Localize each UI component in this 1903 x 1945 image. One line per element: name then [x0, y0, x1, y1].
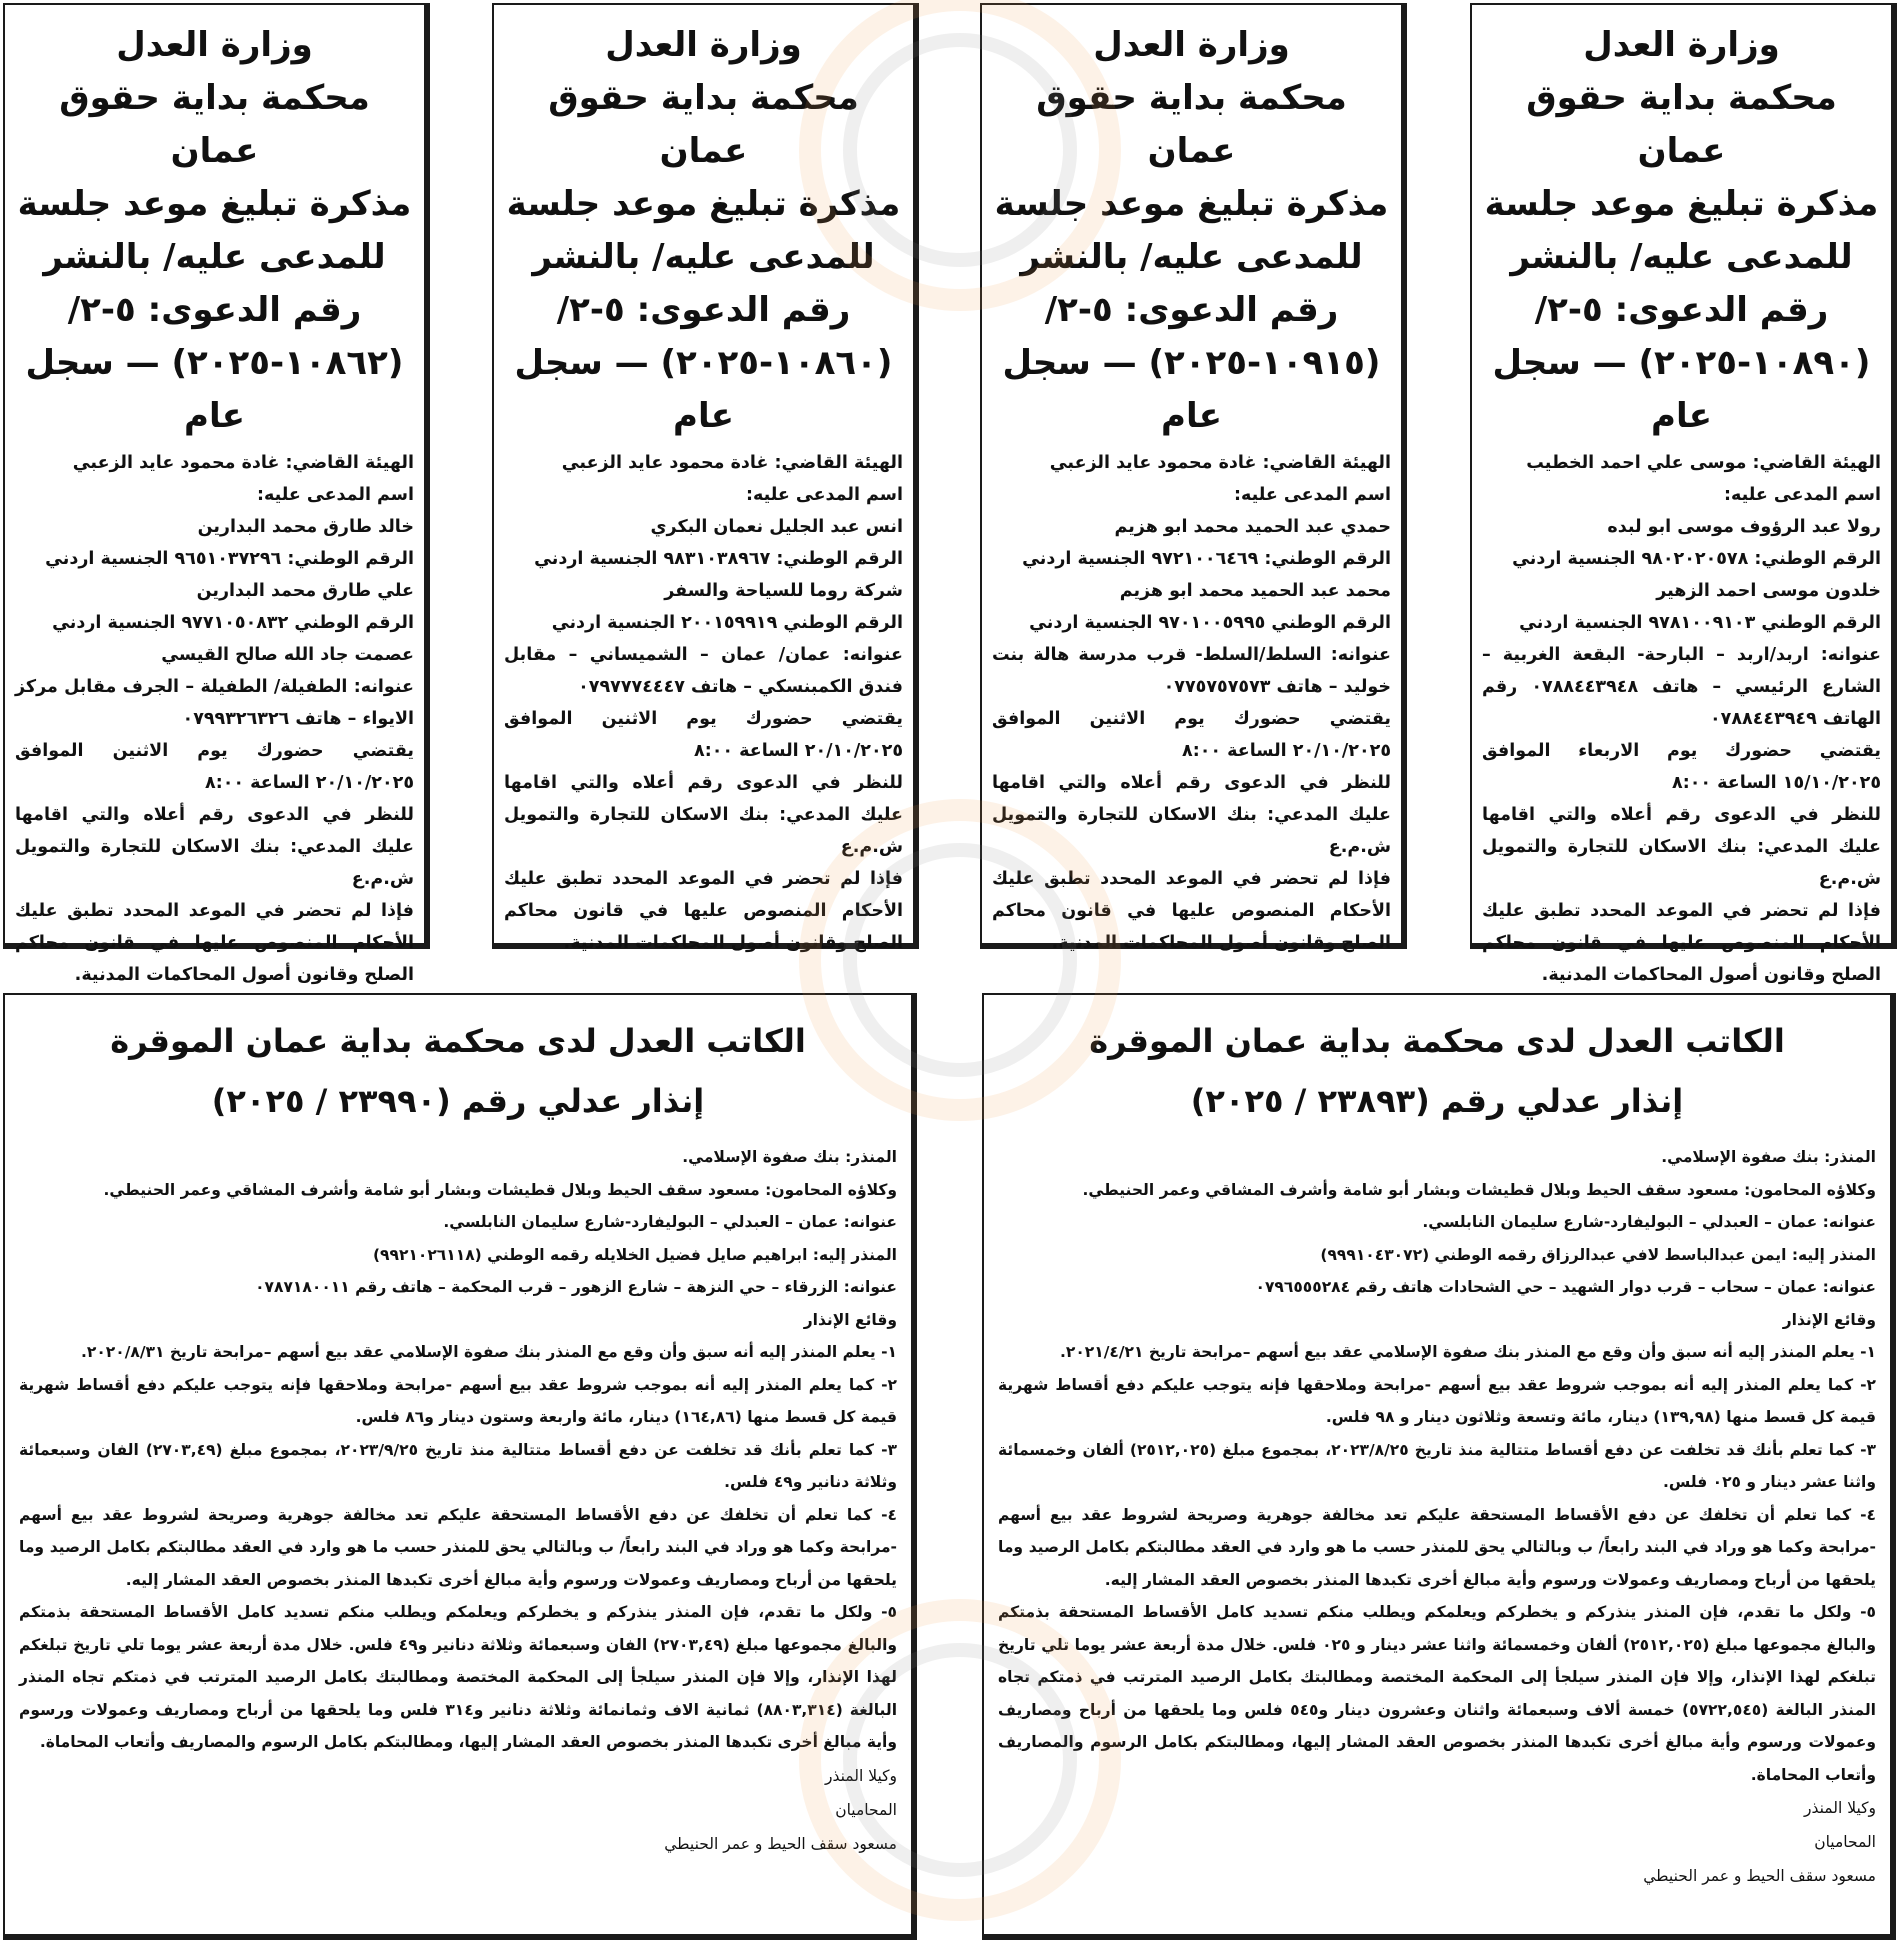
heading-line: محكمة بداية حقوق عمان — [548, 78, 859, 171]
notice-paragraph: عنوانه: عمان – العبدلي – البوليفارد-شارع سليمان النابلسي. — [1422, 1213, 1876, 1231]
heading-line: محكمة بداية حقوق عمان — [1526, 78, 1837, 171]
notice-line: فإذا لم تحضر في الموعد المحدد تطبق عليك الأحكام المنصوص عليها في قانون محاكم الصلح وقانون أصول المحاكمات المدنية. — [1482, 901, 1881, 985]
notice-paragraph: ٤- كما تعلم أن تخلفك عن دفع الأقساط المستحقة عليكم تعد مخالفة جوهرية وصريحة لشروط عقد بيع أسهم -مرابحة وكما هو وراد في البند رابعاً/ ب وبالتالي يحق للمنذر حسب ما هو وارد في العقد مطالبتكم بكامل الرصيد وما يلحقها من أرباح ومصاريف وعمولات ورسوم وأية مبالغ أخرى تكبدها المنذر بخصوص العقد المشار إليه. — [19, 1505, 897, 1589]
notice-line: انس عبد الجليل نعمان البكري — [650, 517, 903, 537]
notice-line: حمدي عبد الحميد محمد ابو هزيم — [1114, 517, 1391, 537]
notice-paragraph: ٤- كما تعلم أن تخلفك عن دفع الأقساط المستحقة عليكم تعد مخالفة جوهرية وصريحة لشروط عقد بيع أسهم -مرابحة وكما هو وراد في البند رابعاً/ ب وبالتالي يحق للمنذر حسب ما هو وارد في العقد مطالبتكم بكامل الرصيد وما يلحقها من أرباح ومصاريف وعمولات ورسوم وأية مبالغ أخرى تكبدها المنذر بخصوص العقد المشار إليه. — [998, 1505, 1876, 1589]
signature-block — [19, 1759, 897, 1861]
notice-line: الرقم الوطني: ٩٨٠٢٠٢٠٥٧٨ الجنسية اردني — [1512, 549, 1881, 569]
notice-line: خالد طارق محمد البدارين — [197, 517, 414, 537]
notice-line: يقتضي حضورك يوم الاثنين الموافق ٢٠/١٠/٢٠٢٥ الساعة ٨:٠٠ — [504, 709, 903, 761]
heading-line: (١٠٨٦٢-٢٠٢٥) — سجل — [25, 343, 404, 383]
signature-line: المحاميان — [835, 1800, 897, 1819]
notice-paragraph: ٢- كما يعلم المنذر إليه أنه بموجب شروط عقد بيع أسهم -مرابحة وملاحقها فإنه يتوجب عليكم دفع أقساط شهرية قيمة كل قسط منها (١٣٩,٩٨) دينار، مائة وتسعة وثلاثون دينار و ٩٨ فلس. — [998, 1375, 1876, 1426]
notice-heading — [19, 1011, 897, 1131]
notice-paragraph: المنذر: بنك صفوة الإسلامي. — [682, 1148, 897, 1166]
notice-paragraph: وكلاؤه المحامون: مسعود سقف الحيط وبلال قطيشات وبشار أبو شامة وأشرف المشاقي وعمر الحنيطي. — [1082, 1180, 1876, 1199]
notice-line: يقتضي حضورك يوم الاثنين الموافق ٢٠/١٠/٢٠٢٥ الساعة ٨:٠٠ — [15, 741, 414, 793]
notice-line: الرقم الوطني: ٩٨٣١٠٣٨٩٦٧ الجنسية اردني — [534, 549, 903, 569]
notice-paragraph: ٥- ولكل ما تقدم، فإن المنذر ينذركم و يخطركم ويعلمكم ويطلب منكم تسديد كامل الأقساط المستحقة بذمتكم والبالغ مجموعها مبلغ (٢٥١٢,٠٢٥) ألفان وخمسمائة واثنا عشر دينار و ٠٢٥ فلس. خلال مدة أربعة عشر يوما تلي تاريخ تبلغكم لهذا الإنذار، وإلا فإن المنذر سيلجأ إلى المحكمة المختصة ومطالبتك بكامل الرصيد المترتب في ذمتكم تجاه المنذر البالغة (٥٧٢٢,٥٤٥) خمسة ألاف وسبعمائة واثنان وعشرون دينار و٥٤٥ فلس وما يلحقها من أرباح ومصاريف وعمولات ورسوم وأية مبالغ أخرى تكبدها المنذر بخصوص العقد المشار إليها، ومطالبتكم بكامل الرسوم والمصاريف وأتعاب المحاماة. — [998, 1603, 1877, 1784]
signature-line: وكيلا المنذر — [1803, 1799, 1876, 1817]
heading-line: للمدعى عليه/ بالنشر — [1510, 237, 1853, 277]
signature-block — [998, 1791, 1876, 1893]
notice-line: علي طارق محمد البدارين — [196, 581, 414, 601]
notice-line: الرقم الوطني ٩٧٠١٠٠٥٩٩٥ الجنسية اردني — [1029, 613, 1391, 633]
notice-body — [1482, 447, 1881, 991]
heading-line: مذكرة تبليغ موعد جلسة — [1484, 184, 1879, 224]
notice-line: اسم المدعى عليه: — [256, 485, 414, 505]
notice-paragraph: ٣- كما تعلم بأنك قد تخلفت عن دفع أقساط متتالية منذ تاريخ ٢٠٢٣/٨/٢٥، بمجموع مبلغ (٢٥١٢,٠٢٥) ألفان وخمسمائة واثنا عشر دينار و ٠٢٥ فلس. — [998, 1440, 1876, 1491]
heading-line: وزارة العدل — [1093, 25, 1290, 65]
notice-paragraph: ١- يعلم المنذر إليه أنه سبق وأن وقع مع المنذر بنك صفوة الإسلامي عقد بيع أسهم –مرابحة تاريخ ٢٠٢٠/٨/٣١. — [81, 1343, 897, 1361]
heading-line: للمدعى عليه/ بالنشر — [532, 237, 875, 277]
notice-line: الرقم الوطني ٩٧٧١٠٥٠٨٣٢ الجنسية اردني — [52, 613, 414, 633]
heading-line: رقم الدعوى: ٥-٢/ — [556, 290, 851, 330]
notice-line: للنظر في الدعوى رقم أعلاه والتي اقامها عليك المدعي: بنك الاسكان للتجارة والتمويل ش.م.ع — [992, 773, 1391, 857]
legal-warning-notice — [982, 993, 1896, 1940]
notice-paragraph: ٥- ولكل ما تقدم، فإن المنذر ينذركم و يخطركم ويعلمكم ويطلب منكم تسديد كامل الأقساط المستحقة بذمتكم والبالغ مجموعها مبلغ (٢٧٠٣,٤٩) الفان وسبعمائة وثلاثة دنانير و٤٩ فلس. خلال مدة أربعة عشر يوما تلي تاريخ تبلغكم لهذا الإنذار، وإلا فإن المنذر سيلجأ إلى المحكمة المختصة ومطالبتك بكامل الرصيد المترتب في ذمتكم تجاه المنذر البالغة (٨٨٠٣,٣١٤) ثمانية الاف وثمانمائة وثلاثة دنانير و٣١٤ فلس وما يلحقها من أرباح ومصاريف وعمولات ورسوم وأية مبالغ أخرى تكبدها المنذر بخصوص العقد المشار إليها، ومطالبتكم بكامل الرسوم والمصاريف وأتعاب المحاماة. — [19, 1603, 898, 1751]
heading-line: مذكرة تبليغ موعد جلسة — [994, 184, 1389, 224]
notice-body — [998, 1141, 1876, 1791]
notice-paragraph: وكلاؤه المحامون: مسعود سقف الحيط وبلال قطيشات وبشار أبو شامة وأشرف المشاقي وعمر الحنيطي. — [103, 1180, 897, 1199]
notice-line: للنظر في الدعوى رقم أعلاه والتي اقامها عليك المدعي: بنك الاسكان للتجارة والتمويل ش.م.ع — [15, 805, 414, 889]
notice-line: فإذا لم تحضر في الموعد المحدد تطبق عليك الأحكام المنصوص عليها في قانون محاكم الصلح وقانون أصول المحاكمات المدنية. — [992, 869, 1391, 953]
notice-body — [992, 447, 1391, 959]
notice-line: الرقم الوطني ٩٧٨١٠٠٩١٠٣ الجنسية اردني — [1519, 613, 1881, 633]
signature-line: وكيلا المنذر — [824, 1766, 897, 1785]
heading-line: الكاتب العدل لدى محكمة بداية عمان الموقرة — [1089, 1022, 1785, 1060]
notice-line: للنظر في الدعوى رقم أعلاه والتي اقامها عليك المدعي: بنك الاسكان للتجارة والتمويل ش.م.ع — [504, 773, 903, 857]
summons-notice — [492, 3, 919, 953]
notice-line: الهيئة القاضي: موسى علي احمد الخطيب — [1526, 453, 1881, 473]
notice-line: عنوانه: اربد/اربد – البارحة- البقعة الغربية – الشارع الرئيسي – هاتف ٠٧٨٨٤٤٣٩٤٨ رقم الهاتف ٠٧٨٨٤٤٣٩٤٩ — [1482, 645, 1881, 729]
notice-paragraph: وقائع الإنذار — [1782, 1310, 1876, 1329]
notice-line: عصمت جاد الله صالح القيسي — [161, 645, 414, 665]
heading-line: رقم الدعوى: ٥-٢/ — [67, 290, 362, 330]
heading-line: الكاتب العدل لدى محكمة بداية عمان الموقرة — [110, 1022, 806, 1060]
notice-heading — [998, 1011, 1876, 1131]
notice-line: الهيئة القاضي: غادة محمود عايد الزعبي — [72, 453, 414, 473]
summons-notice — [1470, 3, 1897, 985]
heading-line: محكمة بداية حقوق عمان — [1036, 78, 1347, 171]
notice-line: الهيئة القاضي: غادة محمود عايد الزعبي — [561, 453, 903, 473]
heading-line: وزارة العدل — [116, 25, 313, 65]
notice-line: رولا عبد الرؤوف موسى ابو لبده — [1607, 517, 1881, 537]
heading-line: للمدعى عليه/ بالنشر — [1020, 237, 1363, 277]
heading-line: عام — [184, 396, 245, 436]
notice-line: الرقم الوطني: ٩٧٢١٠٠٦٤٦٩ الجنسية اردني — [1022, 549, 1391, 569]
notice-paragraph: عنوانه: الزرقاء – حي النزهة – شارع الزهور – قرب المحكمة – هاتف رقم ٠٧٨٧١٨٠٠١١ — [255, 1278, 897, 1296]
notice-line: للنظر في الدعوى رقم أعلاه والتي اقامها عليك المدعي: بنك الاسكان للتجارة والتمويل ش.م.ع — [1482, 805, 1881, 889]
heading-line: إنذار عدلي رقم (٢٣٨٩٣ / ٢٠٢٥) — [1190, 1082, 1684, 1120]
notice-line: الرقم الوطني ٢٠٠١٥٩٩١٩ الجنسية اردني — [551, 613, 903, 633]
notice-line: محمد عبد الحميد محمد ابو هزيم — [1119, 581, 1391, 601]
notice-paragraph: المنذر إليه: ابراهيم صايل فضيل الخلايله رقمه الوطني (٩٩٢١٠٢٦١١٨) — [372, 1245, 897, 1264]
notice-heading — [504, 19, 903, 443]
notice-heading — [15, 19, 414, 443]
signature-line: مسعود سقف الحيط و عمر الحنيطي — [664, 1834, 897, 1853]
heading-line: عام — [1161, 396, 1222, 436]
notice-body — [504, 447, 903, 959]
heading-line: عام — [1651, 396, 1712, 436]
notice-paragraph: عنوانه: عمان – العبدلي – البوليفارد-شارع سليمان النابلسي. — [443, 1213, 897, 1231]
notice-paragraph: المنذر إليه: ايمن عبدالباسط لافي عبدالرزاق رقمه الوطني (٩٩٩١٠٤٣٠٧٢) — [1320, 1245, 1876, 1264]
notice-line: الرقم الوطني: ٩٦٥١٠٣٧٢٩٦ الجنسية اردني — [45, 549, 414, 569]
notice-body — [19, 1141, 897, 1759]
notice-heading — [992, 19, 1391, 443]
notice-line: يقتضي حضورك يوم الاربعاء الموافق ١٥/١٠/٢٠٢٥ الساعة ٨:٠٠ — [1482, 741, 1881, 793]
notice-line: فإذا لم تحضر في الموعد المحدد تطبق عليك الأحكام المنصوص عليها في قانون محاكم الصلح وقانون أصول المحاكمات المدنية. — [15, 901, 414, 985]
heading-line: مذكرة تبليغ موعد جلسة — [506, 184, 901, 224]
signature-line: مسعود سقف الحيط و عمر الحنيطي — [1643, 1867, 1876, 1885]
notice-paragraph: وقائع الإنذار — [803, 1310, 897, 1329]
notice-paragraph: ٢- كما يعلم المنذر إليه أنه بموجب شروط عقد بيع أسهم -مرابحة وملاحقها فإنه يتوجب عليكم دفع أقساط شهرية قيمة كل قسط منها (١٦٤,٨٦) دينار، مائة واربعة وستون دينار و٨٦ فلس. — [19, 1375, 897, 1426]
signature-line: المحاميان — [1814, 1833, 1876, 1851]
heading-line: للمدعى عليه/ بالنشر — [43, 237, 386, 277]
heading-line: محكمة بداية حقوق عمان — [59, 78, 370, 171]
notice-line: عنوانه: عمان/ عمان – الشميساني – مقابل فندق الكمبنسكي – هاتف ٠٧٩٧٧٧٤٤٤٧ — [504, 645, 903, 697]
heading-line: مذكرة تبليغ موعد جلسة — [17, 184, 412, 224]
notice-line: فإذا لم تحضر في الموعد المحدد تطبق عليك الأحكام المنصوص عليها في قانون محاكم الصلح وقانون أصول المحاكمات المدنية. — [504, 869, 903, 953]
heading-line: (١٠٨٦٠-٢٠٢٥) — سجل — [514, 343, 893, 383]
notice-paragraph: عنوانه: عمان – سحاب – قرب دوار الشهيد – حي الشحادات هاتف رقم ٠٧٩٦٥٥٥٢٨٤ — [1255, 1278, 1876, 1296]
notice-line: الهيئة القاضي: غادة محمود عايد الزعبي — [1049, 453, 1391, 473]
heading-line: وزارة العدل — [605, 25, 802, 65]
heading-line: (١٠٩١٥-٢٠٢٥) — سجل — [1002, 343, 1381, 383]
notice-line: خلدون موسى احمد الزهير — [1656, 581, 1881, 601]
heading-line: (١٠٨٩٠-٢٠٢٥) — سجل — [1492, 343, 1871, 383]
heading-line: رقم الدعوى: ٥-٢/ — [1044, 290, 1339, 330]
heading-line: وزارة العدل — [1583, 25, 1780, 65]
notice-paragraph: ٣- كما تعلم بأنك قد تخلفت عن دفع أقساط متتالية منذ تاريخ ٢٠٢٣/٩/٢٥، بمجموع مبلغ (٢٧٠٣,٤٩) الفان وسبعمائة وثلاثة دنانير و٤٩ فلس. — [19, 1440, 897, 1491]
notice-line: يقتضي حضورك يوم الاثنين الموافق ٢٠/١٠/٢٠٢٥ الساعة ٨:٠٠ — [992, 709, 1391, 761]
heading-line: عام — [673, 396, 734, 436]
notice-heading — [1482, 19, 1881, 443]
notice-paragraph: ١- يعلم المنذر إليه أنه سبق وأن وقع مع المنذر بنك صفوة الإسلامي عقد بيع أسهم –مرابحة تاريخ ٢٠٢١/٤/٢١. — [1060, 1343, 1876, 1361]
notice-paragraph: المنذر: بنك صفوة الإسلامي. — [1661, 1148, 1876, 1166]
notice-line: اسم المدعى عليه: — [1723, 485, 1881, 505]
notice-body — [15, 447, 414, 991]
notice-line: عنوانه: الطفيلة/ الطفيلة – الجرف مقابل مركز الايواء – هاتف ٠٧٩٩٣٢٦٣٢٦ — [15, 677, 414, 729]
summons-notice — [3, 3, 430, 985]
summons-notice — [980, 3, 1407, 953]
heading-line: إنذار عدلي رقم (٢٣٩٩٠ / ٢٠٢٥) — [211, 1082, 705, 1120]
notice-line: اسم المدعى عليه: — [1233, 485, 1391, 505]
notice-line: اسم المدعى عليه: — [745, 485, 903, 505]
heading-line: رقم الدعوى: ٥-٢/ — [1534, 290, 1829, 330]
notice-line: عنوانه: السلط/السلط- قرب مدرسة هالة بنت خوليد – هاتف ٠٧٧٥٧٥٧٥٧٣ — [992, 645, 1391, 697]
notice-line: شركة روما للسياحة والسفر — [664, 581, 903, 601]
legal-warning-notice — [3, 993, 917, 1940]
